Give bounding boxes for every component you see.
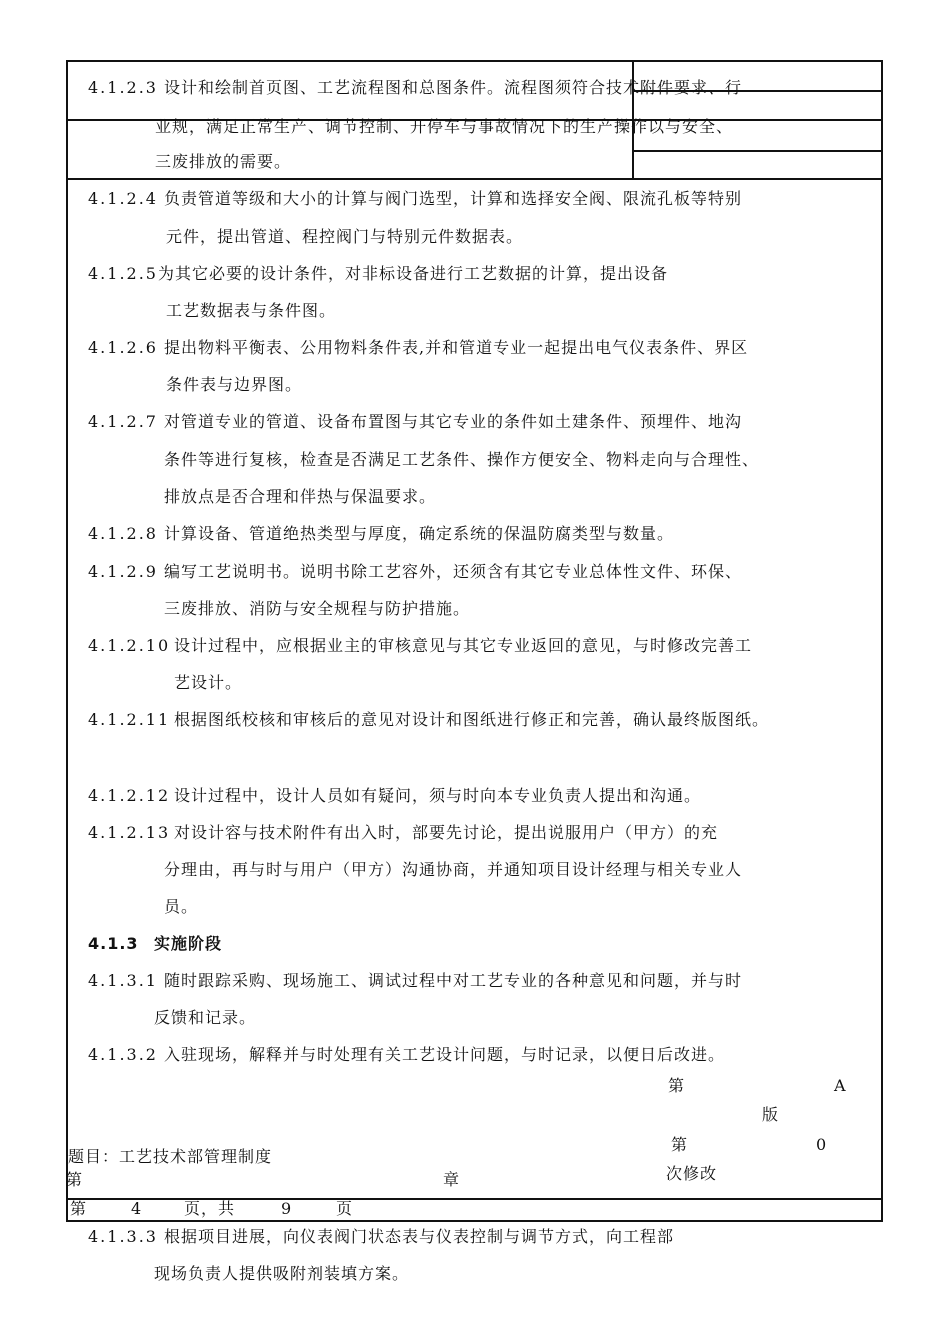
section-line: 分理由，再与时与用户（甲方）沟通协商，并通知项目设计经理与相关专业人 xyxy=(164,860,743,879)
right-border xyxy=(881,60,883,1222)
section-line: 对管道专业的管道、设备布置图与其它专业的条件如土建条件、预埋件、地沟 xyxy=(164,412,743,431)
section-line: 三废排放、消防与安全规程与防护措施。 xyxy=(164,599,471,618)
section-line: 设计过程中，应根据业主的审核意见与其它专业返回的意见，与时修改完善工 xyxy=(174,636,753,655)
section-number: 4.1.2.4 xyxy=(88,189,158,208)
header-right-low-divider xyxy=(632,150,883,152)
page-number: 4 xyxy=(131,1199,143,1218)
chapter-prefix: 第 xyxy=(66,1170,84,1189)
section-heading: 实施阶段 xyxy=(154,934,223,953)
section-line: 条件等进行复核，检查是否满足工艺条件、操作方便安全、物料走向与合理性、 xyxy=(164,450,760,469)
section-number: 4.1.2.10 xyxy=(88,636,171,655)
version-value: A xyxy=(834,1076,847,1095)
header-bottom-divider xyxy=(66,178,883,180)
footer-bottom-divider xyxy=(66,1220,883,1222)
version-suffix: 版 xyxy=(762,1105,780,1124)
section-line: 三废排放的需要。 xyxy=(155,152,292,171)
section-number: 4.1.2.13 xyxy=(88,823,171,842)
page-suffix: 页 xyxy=(336,1199,354,1218)
page-prefix: 第 xyxy=(70,1199,88,1218)
section-line: 随时跟踪采购、现场施工、调试过程中对工艺专业的各种意见和问题，并与时 xyxy=(164,971,743,990)
revision-suffix: 次修改 xyxy=(666,1164,718,1183)
section-line: 业规，满足正常生产、调节控制、开停车与事故情况下的生产操作以与安全、 xyxy=(155,117,734,136)
section-line: 负责管道等级和大小的计算与阀门选型，计算和选择安全阀、限流孔板等特别 xyxy=(164,189,743,208)
left-border xyxy=(66,60,68,1222)
section-line: 对设计容与技术附件有出入时，部要先讨论，提出说服用户（甲方）的充 xyxy=(174,823,719,842)
section-line: 设计和绘制首页图、工艺流程图和总图条件。流程图须符合技术附件要求、行 xyxy=(164,78,743,97)
document-title: 题目：工艺技术部管理制度 xyxy=(68,1147,273,1166)
section-line: 反馈和记录。 xyxy=(154,1008,257,1027)
section-line: 元件，提出管道、程控阀门与特别元件数据表。 xyxy=(166,227,524,246)
section-line: 提出物料平衡表、公用物料条件表,并和管道专业一起提出电气仪表条件、界区 xyxy=(164,338,749,357)
section-line: 为其它必要的设计条件，对非标设备进行工艺数据的计算，提出设备 xyxy=(158,264,669,283)
section-number: 4.1.2.9 xyxy=(88,562,158,581)
version-prefix: 第 xyxy=(668,1076,686,1095)
section-line: 工艺数据表与条件图。 xyxy=(166,301,337,320)
section-line: 根据项目进展，向仪表阀门状态表与仪表控制与调节方式，向工程部 xyxy=(164,1227,675,1246)
section-line: 排放点是否合理和伴热与保温要求。 xyxy=(164,487,437,506)
section-line: 设计过程中，设计人员如有疑问，须与时向本专业负责人提出和沟通。 xyxy=(174,786,702,805)
section-line: 根据图纸校核和审核后的意见对设计和图纸进行修正和完善，确认最终版图纸。 xyxy=(174,710,770,729)
section-line: 计算设备、管道绝热类型与厚度，确定系统的保温防腐类型与数量。 xyxy=(164,524,675,543)
section-line: 现场负责人提供吸附剂装填方案。 xyxy=(154,1264,410,1283)
section-line: 条件表与边界图。 xyxy=(166,375,303,394)
section-number: 4.1.2.7 xyxy=(88,412,158,431)
section-number: 4.1.2.3 xyxy=(88,78,158,97)
section-line: 入驻现场，解释并与时处理有关工艺设计问题，与时记录，以便日后改进。 xyxy=(164,1045,726,1064)
revision-value: 0 xyxy=(816,1135,828,1154)
page-mid: 页，共 xyxy=(184,1199,236,1218)
section-heading-number: 4.1.3 xyxy=(88,934,139,953)
section-number: 4.1.2.8 xyxy=(88,524,158,543)
chapter-suffix: 章 xyxy=(443,1170,461,1189)
section-line: 员。 xyxy=(164,897,199,916)
section-number: 4.1.2.12 xyxy=(88,786,171,805)
section-line: 艺设计。 xyxy=(174,673,243,692)
revision-prefix: 第 xyxy=(671,1135,689,1154)
section-number: 4.1.2.5 xyxy=(88,264,158,283)
section-number: 4.1.2.11 xyxy=(88,710,171,729)
section-line: 编写工艺说明书。说明书除工艺容外，还须含有其它专业总体性文件、环保、 xyxy=(164,562,743,581)
section-number: 4.1.3.3 xyxy=(88,1227,158,1246)
page-total: 9 xyxy=(281,1199,293,1218)
section-number: 4.1.3.1 xyxy=(88,971,158,990)
section-number: 4.1.3.2 xyxy=(88,1045,158,1064)
top-border xyxy=(66,60,883,62)
section-number: 4.1.2.6 xyxy=(88,338,158,357)
